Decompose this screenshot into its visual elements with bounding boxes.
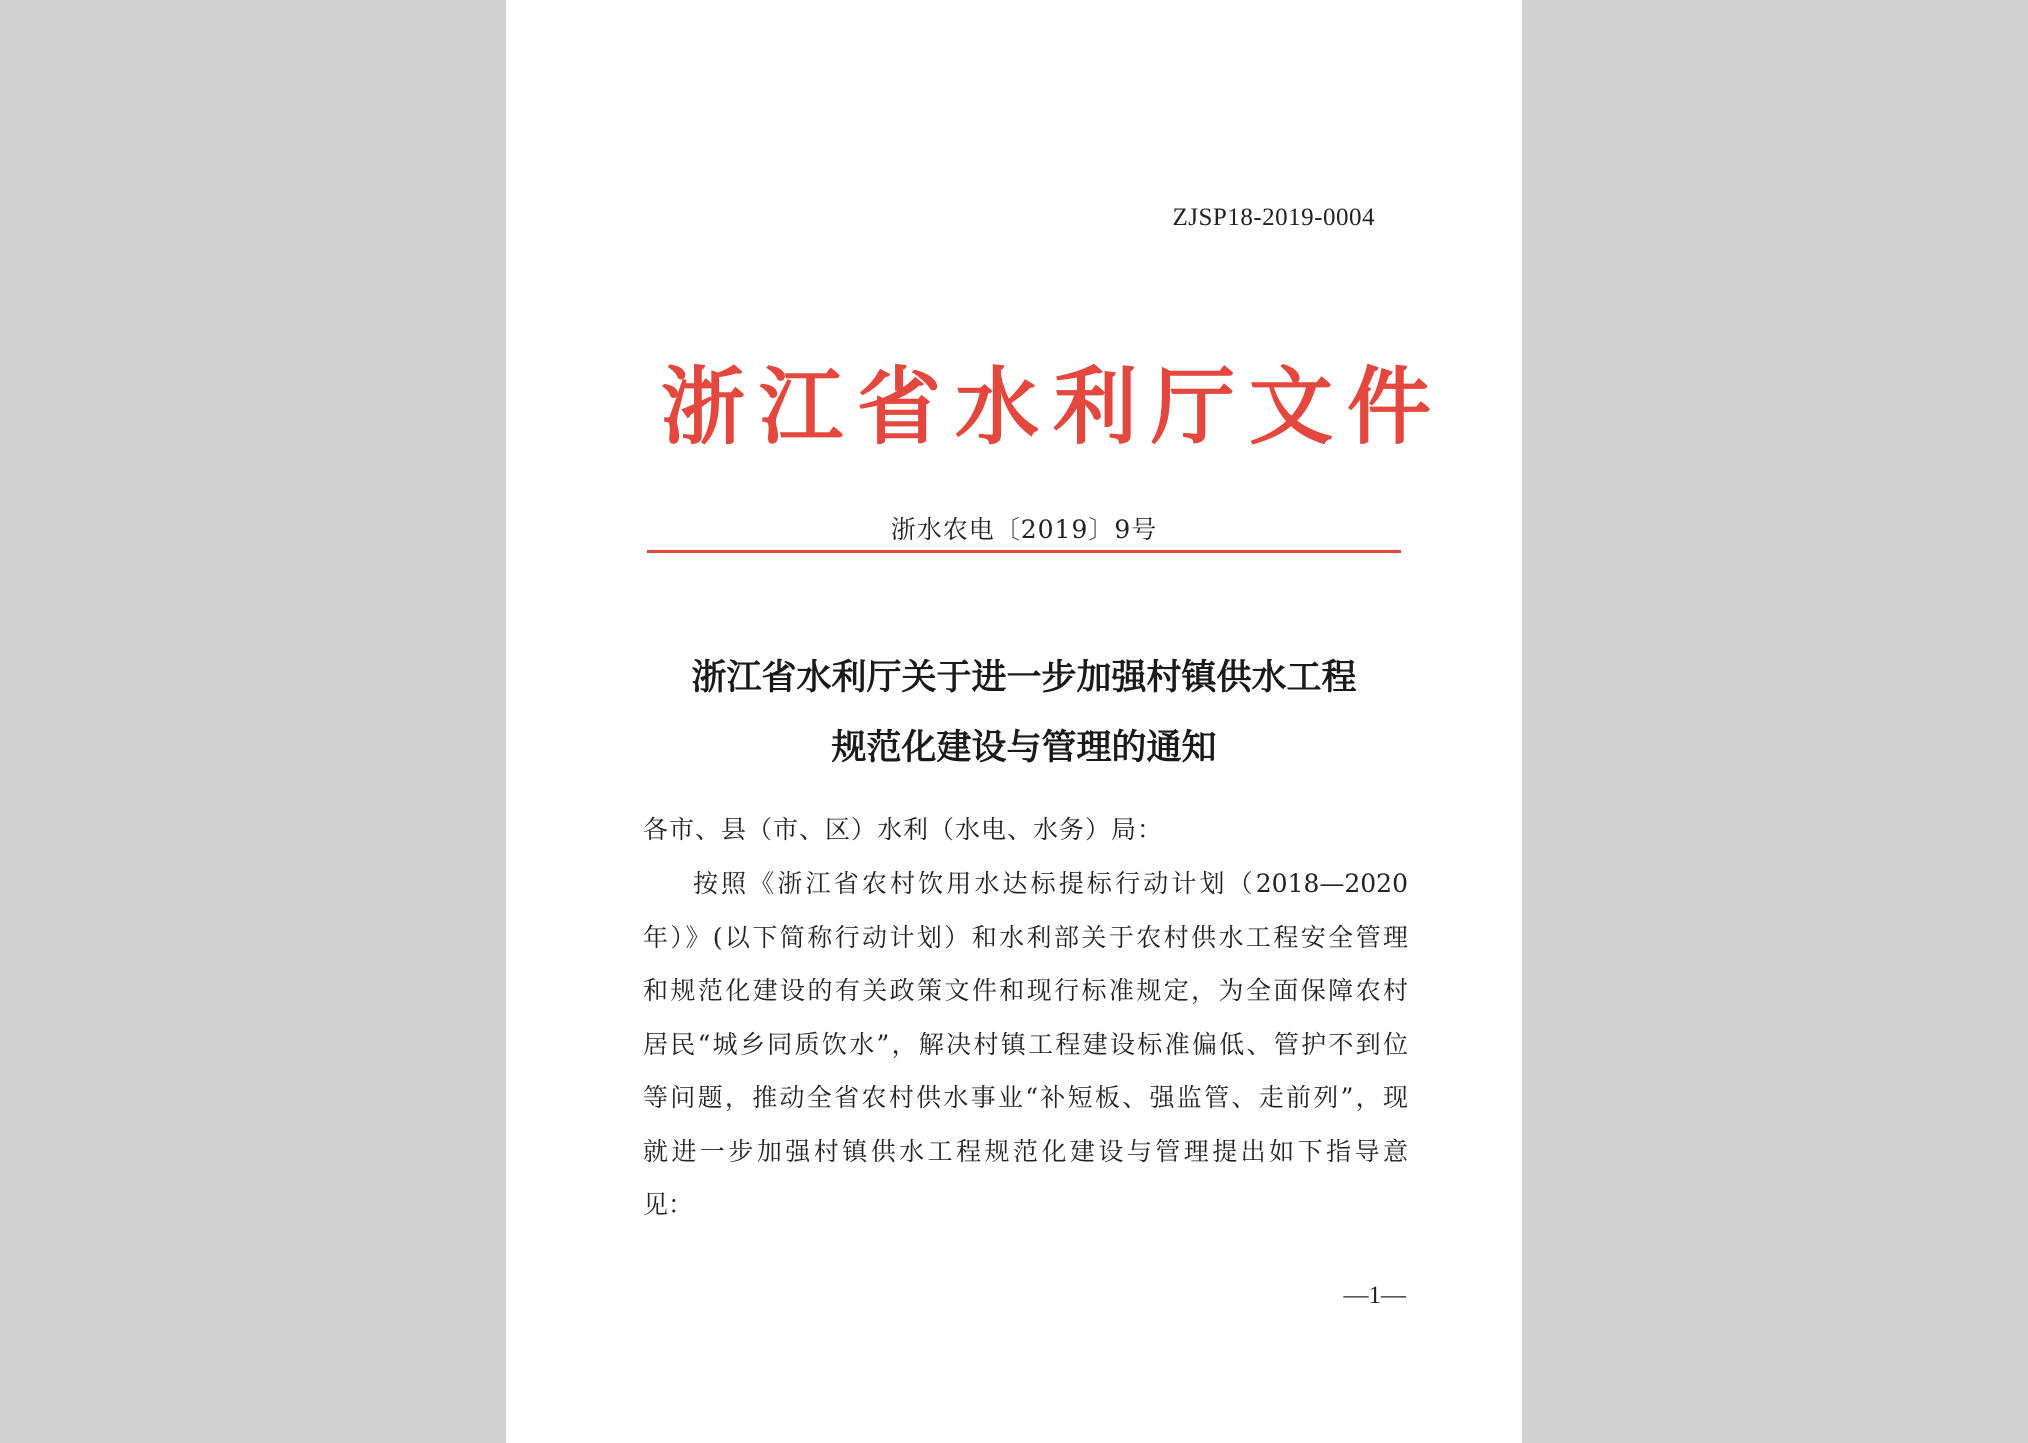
body-line: 见：: [643, 1190, 694, 1219]
issuer-title: 浙江省水利厅文件: [661, 357, 1446, 456]
body-line: 居民“城乡同质饮水”，解决村镇工程建设标准偏低、管护不到位: [643, 1029, 1408, 1059]
body-line: 就进一步加强村镇供水工程规范化建设与管理提出如下指导意: [643, 1136, 1408, 1166]
body-line: 和规范化建设的有关政策文件和现行标准规定，为全面保障农村: [643, 976, 1408, 1005]
body-line: 等问题，推动全省农村供水事业“补短板、强监管、走前列”，现: [643, 1083, 1408, 1112]
body-line: 年）》(以下简称行动计划）和水利部关于农村供水工程安全管理: [643, 922, 1408, 952]
body-paragraph: [643, 862, 1408, 1237]
page-number: —1—: [1343, 1282, 1406, 1309]
title-line-1: 浙江省水利厅关于进一步加强村镇供水工程: [691, 657, 1357, 698]
salutation: 各市、县（市、区）水利（水电、水务）局：: [643, 815, 1164, 844]
red-divider: [647, 550, 1401, 553]
document-page: [506, 0, 1522, 1443]
title-line-2: 规范化建设与管理的通知: [831, 727, 1217, 768]
document-title: [647, 643, 1401, 783]
document-number: 浙水农电〔2019〕9号: [890, 515, 1158, 544]
document-code: ZJSP18-2019-0004: [1172, 204, 1375, 231]
body-line: 按照《浙江省农村饮用水达标提标行动计划（2018—2020: [693, 869, 1408, 898]
